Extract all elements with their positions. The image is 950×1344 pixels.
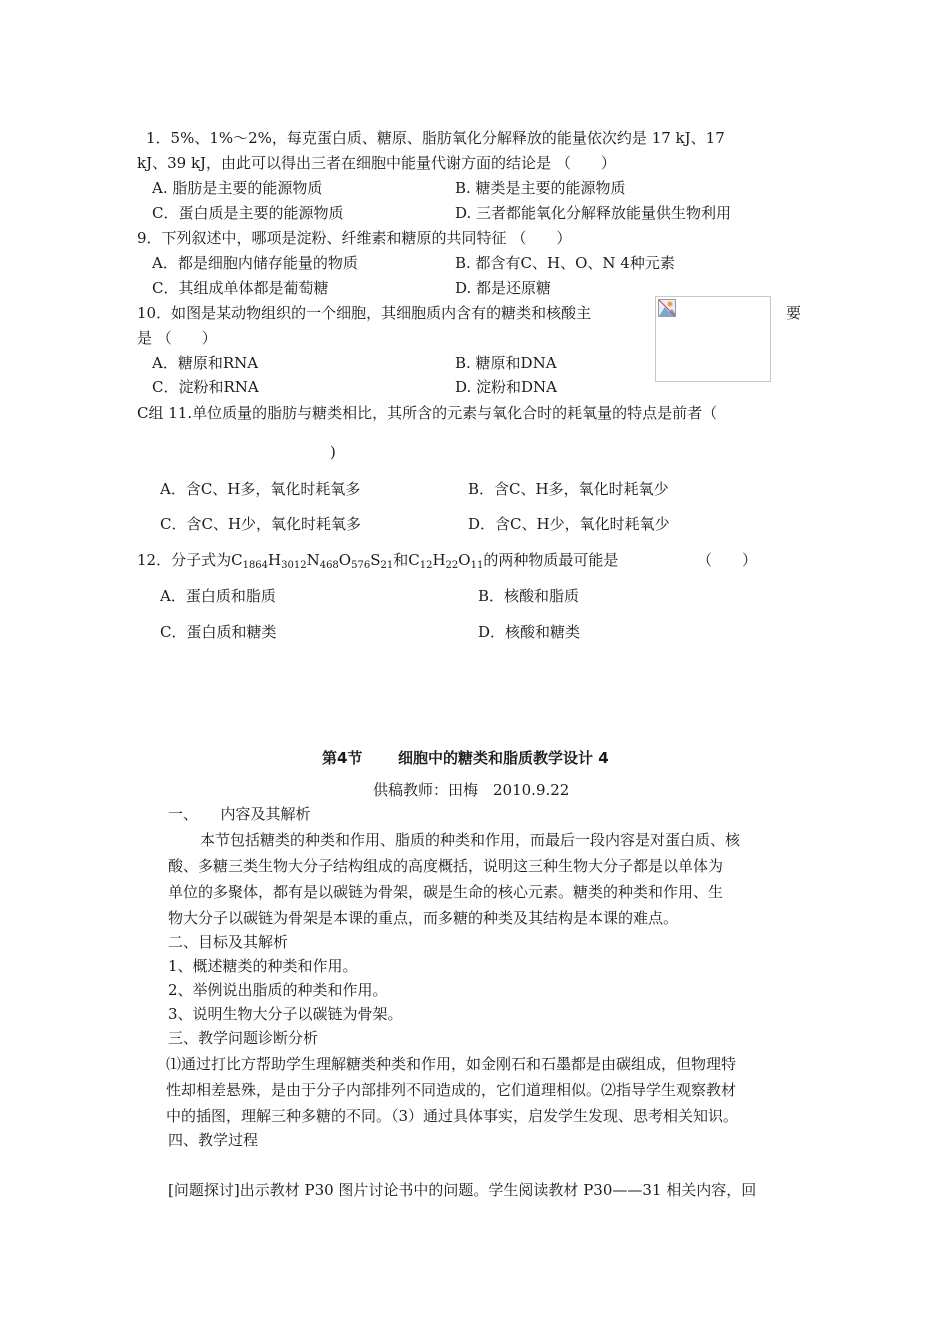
formula-1-subscript: 576	[351, 560, 371, 571]
section-2-item-1: 1、概述糖类的种类和作用。	[168, 957, 358, 975]
q12-option-a: A．蛋白质和脂质	[160, 587, 276, 605]
broken-image-icon	[658, 299, 676, 317]
q10-line-1-tail: 要	[786, 304, 802, 322]
q10-option-d: D. 淀粉和DNA	[455, 378, 558, 396]
q12-answer-paren: （ ）	[697, 551, 758, 569]
formula-1-element-h: H	[268, 551, 282, 569]
section-4-line-1: [问题探讨]出示教材 P30 图片讨论书中的问题。学生阅读教材 P30——31 相关内容，回	[168, 1181, 757, 1199]
lesson-title-section: 第4节	[322, 749, 363, 767]
q8-option-a: A. 脂肪是主要的能源物质	[152, 179, 323, 197]
lesson-author: 供稿教师：田梅 2010.9.22	[373, 781, 570, 799]
section-4-heading: 四、教学过程	[168, 1131, 259, 1149]
q9-option-b: B. 都含有C、H、O、N 4种元素	[455, 254, 675, 272]
formula-1-element-s: S	[370, 551, 381, 569]
lesson-title: 细胞中的糖类和脂质教学设计 4	[398, 749, 609, 767]
q10-line-2: 是 （ ）	[137, 329, 217, 347]
q8-option-d: D. 三者都能氧化分解释放能量供生物利用	[455, 204, 732, 222]
section-3-line-3: 中的插图，理解三种多糖的不同。（3）通过具体事实，启发学生发现、思考相关知识。	[166, 1107, 739, 1125]
q12-option-b: B．核酸和脂质	[478, 587, 580, 605]
formula-2-element-o: O	[458, 551, 471, 569]
q11-option-b: B．含C、H多，氧化时耗氧少	[468, 480, 669, 498]
q11-option-d: D．含C、H少，氧化时耗氧少	[468, 515, 670, 533]
q9-option-a: A．都是细胞内储存能量的物质	[152, 254, 358, 272]
section-2-item-2: 2、举例说出脂质的种类和作用。	[168, 981, 388, 999]
formula-1-subscript: 468	[319, 560, 339, 571]
q10-option-a: A．糖原和RNA	[152, 354, 259, 372]
section-1-line-3: 单位的多聚体，都有是以碳链为骨架，碳是生命的核心元素。糖类的种类和作用、生	[168, 883, 724, 901]
section-1-line-4: 物大分子以碳链为骨架是本课的重点，而多糖的种类及其结构是本课的难点。	[168, 909, 679, 927]
formula-1-element-c: C	[231, 551, 243, 569]
q12-option-d: D．核酸和糖类	[478, 623, 581, 641]
q11-option-c: C．含C、H少，氧化时耗氧多	[160, 515, 362, 533]
q10-option-b: B. 糖原和DNA	[455, 354, 557, 372]
q10-line-1: 10．如图是某动物组织的一个细胞，其细胞质内含有的糖类和核酸主	[137, 304, 592, 322]
section-3-line-2: 性却相差悬殊，是由于分子内部排列不同造成的，它们道理相似。⑵指导学生观察教材	[166, 1081, 737, 1099]
q12-formula-1	[231, 551, 393, 569]
q10-option-c: C．淀粉和RNA	[152, 378, 259, 396]
cell-figure-placeholder	[655, 296, 771, 382]
q12-prefix: 12．分子式为	[137, 551, 232, 569]
formula-1-subscript: 1864	[242, 560, 269, 571]
section-3-heading: 三、教学问题诊断分析	[168, 1029, 319, 1047]
q9-stem: 9．下列叙述中，哪项是淀粉、纤维素和糖原的共同特征 （ ）	[137, 229, 572, 247]
q11-option-a: A．含C、H多，氧化时耗氧多	[160, 480, 361, 498]
section-1-heading: 一、 内容及其解析	[168, 805, 311, 823]
section-1-line-2: 酸、多糖三类生物大分子结构组成的高度概括，说明这三种生物大分子都是以单体为	[168, 857, 724, 875]
formula-1-element-n: N	[306, 551, 320, 569]
q8-option-c: C．蛋白质是主要的能源物质	[152, 204, 344, 222]
q12-formula-2	[408, 551, 483, 569]
q12-stem	[137, 550, 618, 570]
formula-1-subscript: 3012	[281, 560, 307, 571]
section-2-item-3: 3、说明生物大分子以碳链为骨架。	[168, 1005, 403, 1023]
q9-option-c: C．其组成单体都是葡萄糖	[152, 279, 329, 297]
q11-line-1: C组 11.单位质量的脂肪与糖类相比，其所含的元素与氧化合时的耗氧量的特点是前者（	[137, 404, 718, 422]
q8-option-b: B. 糖类是主要的能源物质	[455, 179, 626, 197]
q12-suffix: 的两种物质最可能是	[483, 551, 619, 569]
q12-option-c: C．蛋白质和糖类	[160, 623, 277, 641]
formula-2-subscript: 12	[419, 560, 433, 571]
q8-line-2: kJ、39 kJ，由此可以得出三者在细胞中能量代谢方面的结论是 （ ）	[137, 154, 616, 172]
q11-line-2: )	[330, 443, 336, 461]
q8-line-1: 1．5%、1%～2%，每克蛋白质、糖原、脂肪氧化分解释放的能量依次约是 17 kJ、17	[146, 129, 725, 147]
section-2-heading: 二、目标及其解析	[168, 933, 289, 951]
formula-2-subscript: 11	[470, 560, 484, 571]
formula-1-element-o: O	[338, 551, 352, 569]
q12-mid: 和	[393, 551, 409, 569]
section-3-line-1: ⑴通过打比方帮助学生理解糖类种类和作用，如金刚石和石墨都是由碳组成，但物理特	[166, 1055, 737, 1073]
section-1-line-1: 本节包括糖类的种类和作用、脂质的种类和作用，而最后一段内容是对蛋白质、核	[200, 831, 741, 849]
formula-1-subscript: 21	[380, 560, 394, 571]
formula-2-subscript: 22	[445, 560, 459, 571]
q9-option-d: D. 都是还原糖	[455, 279, 552, 297]
formula-2-element-c: C	[408, 551, 420, 569]
formula-2-element-h: H	[432, 551, 446, 569]
